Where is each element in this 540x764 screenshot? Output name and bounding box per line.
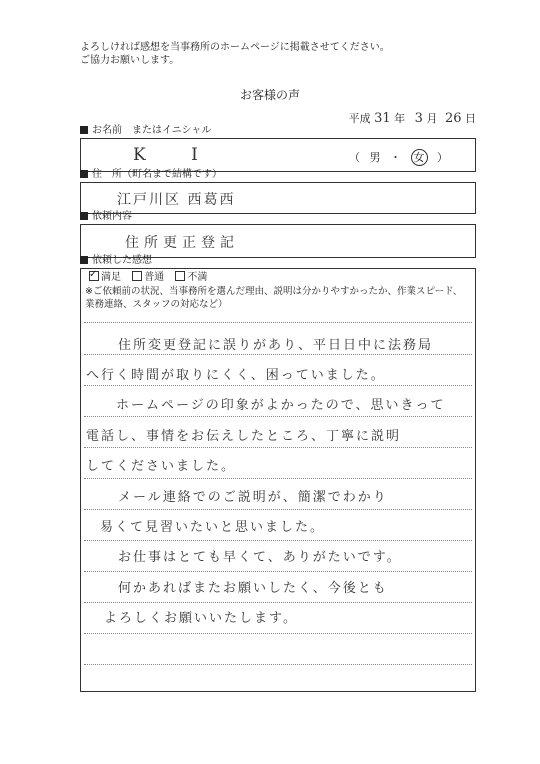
checkbox-icon [175, 271, 185, 281]
option-normal: 普通 [132, 272, 164, 283]
date-year: 31 [374, 111, 391, 126]
comment-line-6: メール連絡でのご説明が、簡潔でわかり [118, 490, 388, 505]
ruled-line [84, 633, 472, 634]
comment-line-7: 易くて見習いたいと思いました。 [100, 520, 326, 535]
ruled-line [84, 540, 472, 541]
ruled-line [84, 478, 472, 479]
ruled-line [84, 602, 472, 603]
ruled-line [84, 571, 472, 572]
square-bullet-icon [80, 170, 88, 178]
impression-box [80, 268, 476, 692]
impression-note-1: ※ご依頼前の状況、当事務所を選んだ理由、説明は分かりやすかったか、作業スピード、 [85, 286, 463, 297]
name-box [80, 138, 476, 172]
impression-note-2: 業務連絡、スタッフの対応など） [85, 299, 228, 310]
comment-line-1: 住所変更登記に誤りがあり、平日日中に法務局 [118, 338, 434, 353]
ruled-line [84, 416, 472, 417]
comment-line-5: してくださいました。 [86, 459, 237, 474]
square-bullet-icon [80, 212, 88, 220]
comment-line-8: お仕事はとても早くて、ありがたいです。 [118, 550, 402, 565]
impression-label: 依頼した感想 [80, 254, 476, 268]
date-day-unit: 日 [465, 112, 476, 125]
name-label: お名前 またはイニシャル [80, 124, 476, 138]
comment-line-3: ホームページの印象がよかったので、思いきって [116, 398, 446, 413]
option-unsatisfied: 不満 [175, 272, 207, 283]
name-value: K I [133, 145, 218, 165]
address-value: 江戸川区 西葛西 [117, 192, 236, 208]
request-value: 住所更正登記 [125, 235, 239, 251]
gender-male: 男 [369, 151, 381, 164]
comment-line-10: よろしくお願いいたします。 [104, 611, 298, 626]
satisfaction-options [89, 271, 207, 284]
ruled-line [84, 664, 472, 665]
notice-line-1: よろしければ感想を当事務所のホームページに掲載させてください。 [80, 42, 390, 53]
square-bullet-icon [80, 126, 88, 134]
comment-line-9: 何かあればまたお願いしたく、今後とも [118, 581, 388, 596]
address-label: 住 所（町名まで結構です） [80, 168, 476, 182]
date-month-unit: 月 [426, 112, 438, 125]
date-day: 26 [444, 111, 462, 126]
comment-line-2: へ行く時間が取りにくく、困っていました。 [86, 368, 386, 383]
date-era: 平成 [348, 112, 371, 125]
date-year-unit: 年 [394, 112, 406, 125]
request-label: 依頼内容 [80, 210, 476, 224]
checkbox-icon [132, 271, 142, 281]
ruled-line [84, 385, 472, 386]
ruled-line [84, 447, 472, 448]
square-bullet-icon [80, 256, 88, 264]
date-month: 3 [414, 111, 423, 126]
page-title: お客様の声 [239, 88, 300, 102]
ruled-line [84, 322, 472, 323]
gender-female-circled: 女 [411, 149, 428, 166]
ruled-line [84, 509, 472, 510]
request-box [80, 224, 476, 258]
option-satisfied: ✓満足 [89, 272, 121, 283]
comment-line-4: 電話し、事情をお伝えしたところ、丁寧に説明 [86, 429, 402, 444]
checkbox-checked-icon [89, 271, 99, 281]
notice-line-2: ご協力お願いします。 [80, 55, 180, 66]
gender-select: （ 男 ・ 女 ） [349, 151, 448, 164]
ruled-line [84, 354, 472, 355]
